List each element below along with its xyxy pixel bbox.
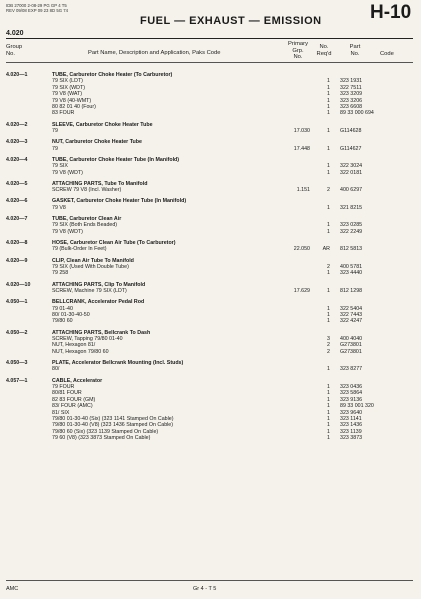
footer-page-ref: Gr 4 - T 5 — [193, 586, 217, 592]
part-name: TUBE, Carburetor Choke Heater (To Carburetor) — [52, 72, 173, 78]
part-name: HOSE, Carburetor Clean Air Tube (To Carburetor) — [52, 240, 176, 246]
row-qty-reqd: 2 — [327, 187, 330, 194]
row-part-number: 323 1931 — [340, 78, 363, 85]
row-description: 79 (Bulk-Order In Feet) — [52, 246, 107, 253]
row-part-number: 323 3209 — [340, 91, 363, 98]
header-rule — [6, 38, 413, 39]
part-name: BELLCRANK, Accelerator Pedal Rod — [52, 299, 145, 306]
row-part-number: 323 9136 — [340, 396, 363, 403]
group-number: 4.020—8 — [6, 240, 28, 246]
row-primary-grp: 17.629 — [293, 288, 310, 294]
row-qty-reqd: 1 — [327, 204, 330, 211]
row-description: 79 SIX (LDT) — [52, 78, 83, 85]
row-part-number: 323 8277 — [340, 366, 363, 373]
row-part-number: 812 1298 — [340, 288, 363, 294]
row-qty-reqd: 1 — [327, 288, 330, 294]
row-qty-reqd: 2 — [327, 348, 330, 355]
row-qty-reqd: 1 — [327, 312, 330, 318]
row-description: 81/ SIX — [52, 409, 70, 416]
row-part-number: 322 4247 — [340, 318, 363, 325]
group-number: 4.020—3 — [6, 139, 28, 146]
row-description: 80/ — [52, 366, 60, 373]
section-number: 4.020 — [6, 30, 24, 37]
row-part-number: 89 33 000 694 — [340, 110, 374, 117]
group-number: 4.020—2 — [6, 121, 28, 128]
row-primary-grp: 17.030 — [293, 128, 310, 134]
row-part-number: 323 3206 — [340, 97, 363, 104]
row-primary-grp: 17.448 — [293, 145, 310, 152]
row-description: 79 SIX (Used With Double Tube) — [52, 264, 129, 270]
row-qty-reqd: 1 — [327, 97, 330, 104]
row-description: 79 — [52, 145, 58, 152]
row-part-number: 321 8215 — [340, 204, 363, 211]
group-number: 4.057—1 — [6, 377, 28, 384]
row-qty-reqd: 1 — [327, 222, 330, 229]
row-description: 79 SIX — [52, 163, 68, 170]
group-number: 4.020—7 — [6, 216, 28, 222]
row-part-number: 89 33 001 320 — [340, 403, 374, 410]
row-qty-reqd: 1 — [327, 163, 330, 170]
row-description: 79 V8 (40-WMT) — [52, 97, 92, 104]
row-description: 79/80 01-30-40 (Six) (323 1141 Stamped On Cable) — [52, 416, 174, 422]
row-description: 79 258 — [52, 270, 69, 277]
col-code: Code — [380, 51, 394, 57]
part-name: PLATE, Accelerator Bellcrank Mounting (Incl. Studs) — [52, 360, 184, 366]
row-qty-reqd: AR — [322, 246, 330, 253]
part-name: CABLE, Accelerator — [52, 377, 103, 384]
row-description: SCREW, Tapping 79/80 01-40 — [52, 336, 123, 342]
group-number: 4.020—4 — [6, 156, 28, 163]
row-description: SCREW, Machine 79 SIX (LDT) — [52, 288, 127, 294]
row-part-number: 323 1139 — [340, 428, 362, 435]
col-primary-grp: Primary Grp. No. — [288, 41, 308, 60]
row-part-number: 323 9640 — [340, 409, 363, 416]
print-code-2: REV 09/08 EXP 09 23 8D 5G 74 — [6, 8, 69, 13]
row-qty-reqd: 3 — [327, 336, 330, 342]
row-description: 79 FOUR — [52, 384, 75, 390]
col-group-no: Group No. — [6, 44, 23, 57]
group-number: 4.020—5 — [6, 180, 28, 187]
part-name: ATTACHING PARTS, Tube To Manifold — [52, 180, 148, 187]
group-number: 4.050—2 — [6, 329, 28, 336]
row-qty-reqd: 1 — [327, 91, 330, 98]
row-qty-reqd: 1 — [327, 110, 330, 117]
row-qty-reqd: 2 — [327, 264, 330, 270]
row-description: 80/ 01-30-40-50 — [52, 312, 90, 318]
part-name: TUBE, Carburetor Choke Heater Tube (In Manifold) — [52, 156, 180, 163]
part-name: SLEEVE, Carburetor Choke Heater Tube — [52, 121, 153, 128]
row-description: NUT, Hexagon 79/80 60 — [52, 348, 109, 355]
row-qty-reqd: 1 — [327, 366, 330, 373]
row-part-number: G273801 — [340, 342, 362, 349]
row-part-number: 400 6297 — [340, 187, 363, 194]
row-part-number: 322 7511 — [340, 84, 362, 91]
column-header-rule — [6, 62, 413, 63]
part-name: ATTACHING PARTS, Bellcrank To Dash — [52, 329, 151, 336]
footer-brand: AMC — [6, 586, 19, 592]
col-no-reqd: No. Req'd — [316, 44, 332, 57]
row-qty-reqd: 1 — [327, 305, 330, 312]
group-number: 4.020—6 — [6, 198, 28, 205]
row-part-number: 323 5864 — [340, 390, 363, 397]
row-description: 83 FOUR — [52, 110, 75, 117]
print-code-1: IDB 27000 2-08-29 PG GP 4 T5 — [6, 3, 67, 8]
part-name: GASKET, Carburetor Choke Heater Tube (In Manifold) — [52, 198, 187, 205]
row-qty-reqd: 1 — [327, 384, 330, 390]
row-part-number: 322 3024 — [340, 163, 363, 170]
row-part-number: 322 7443 — [340, 312, 363, 318]
part-name: TUBE, Carburetor Clean Air — [52, 216, 122, 222]
row-qty-reqd: 1 — [327, 409, 330, 416]
row-primary-grp: 22.050 — [293, 246, 310, 253]
row-part-number: 323 0285 — [340, 222, 363, 229]
part-name: NUT, Carburetor Choke Heater Tube — [52, 139, 142, 146]
row-description: 80/81 FOUR — [52, 390, 82, 397]
row-description: 79 60 (V8) (323 3873 Stamped On Cable) — [52, 435, 151, 442]
row-description: 80 82 01 40 (Four) — [52, 104, 96, 110]
row-part-number: 400 4040 — [340, 336, 363, 342]
row-part-number: 323 6608 — [340, 104, 363, 110]
row-part-number: G114627 — [340, 145, 362, 152]
group-number: 4.020—9 — [6, 257, 28, 264]
row-description: 82 83 FOUR (GM) — [52, 396, 96, 403]
row-qty-reqd: 1 — [327, 169, 330, 176]
row-part-number: 812 5813 — [340, 246, 363, 253]
row-qty-reqd: 1 — [327, 104, 330, 110]
group-number: 4.050—3 — [6, 360, 28, 366]
row-part-number: 322 2249 — [340, 228, 363, 235]
row-qty-reqd: 1 — [327, 416, 330, 422]
row-description: NUT, Hexagon 81/ — [52, 342, 96, 349]
row-qty-reqd: 1 — [327, 390, 330, 397]
row-qty-reqd: 1 — [327, 270, 330, 277]
row-description: 79 — [52, 128, 58, 134]
row-part-number: 322 5404 — [340, 305, 363, 312]
row-description: 79 V8 (WDT) — [52, 228, 83, 235]
col-part-desc: Part Name, Description and Application, Paks Code — [88, 50, 221, 56]
row-qty-reqd: 1 — [327, 318, 330, 325]
row-qty-reqd: 1 — [327, 435, 330, 442]
row-qty-reqd: 1 — [327, 128, 330, 134]
row-part-number: 323 4440 — [340, 270, 363, 277]
row-qty-reqd: 2 — [327, 342, 330, 349]
page-badge: H-10 — [370, 2, 412, 23]
row-qty-reqd: 1 — [327, 78, 330, 85]
row-part-number: G114628 — [340, 128, 362, 134]
row-description: 79 SIX (WDT) — [52, 84, 85, 91]
group-number: 4.050—1 — [6, 299, 28, 306]
row-qty-reqd: 1 — [327, 403, 330, 410]
row-description: 79 SIX (Both Ends Beaded) — [52, 222, 118, 229]
row-qty-reqd: 1 — [327, 84, 330, 91]
row-part-number: 323 3873 — [340, 435, 363, 442]
row-qty-reqd: 1 — [327, 396, 330, 403]
group-number: 4.020—10 — [6, 281, 31, 288]
page-title: FUEL — EXHAUST — EMISSION — [140, 15, 322, 27]
row-part-number: 400 5781 — [340, 264, 363, 270]
row-qty-reqd: 1 — [327, 228, 330, 235]
group-number: 4.020—1 — [6, 72, 28, 78]
row-primary-grp: 1.151 — [296, 187, 310, 194]
footer-rule — [6, 580, 413, 581]
row-part-number: 323 1141 — [340, 416, 362, 422]
row-part-number: 322 0181 — [340, 169, 363, 176]
row-description: 79 V8 (WAT) — [52, 91, 83, 98]
row-qty-reqd: 1 — [327, 145, 330, 152]
row-description: 79 01-40 — [52, 305, 73, 312]
row-part-number: G273801 — [340, 348, 362, 355]
part-name: CLIP, Clean Air Tube To Manifold — [52, 257, 134, 264]
row-part-number: 323 1436 — [340, 422, 363, 429]
row-part-number: 323 0436 — [340, 384, 363, 390]
row-qty-reqd: 1 — [327, 422, 330, 429]
part-name: ATTACHING PARTS, Clip To Manifold — [52, 281, 146, 288]
row-description: 83/ FOUR (AMC) — [52, 403, 93, 410]
row-description: SCREW 79 V8 (Incl. Washer) — [52, 187, 122, 194]
row-description: 79/80 60 — [52, 318, 73, 325]
row-qty-reqd: 1 — [327, 428, 330, 435]
row-description: 79 V8 (WDT) — [52, 169, 83, 176]
row-description: 79/80 60 (Six) (323 1139 Stamped On Cable) — [52, 428, 159, 435]
row-description: 79/80 01-30-40 (V8) (323 1436 Stamped On Cable) — [52, 422, 174, 429]
col-part-no: Part No. — [349, 44, 361, 57]
row-description: 79 V8 — [52, 204, 66, 211]
